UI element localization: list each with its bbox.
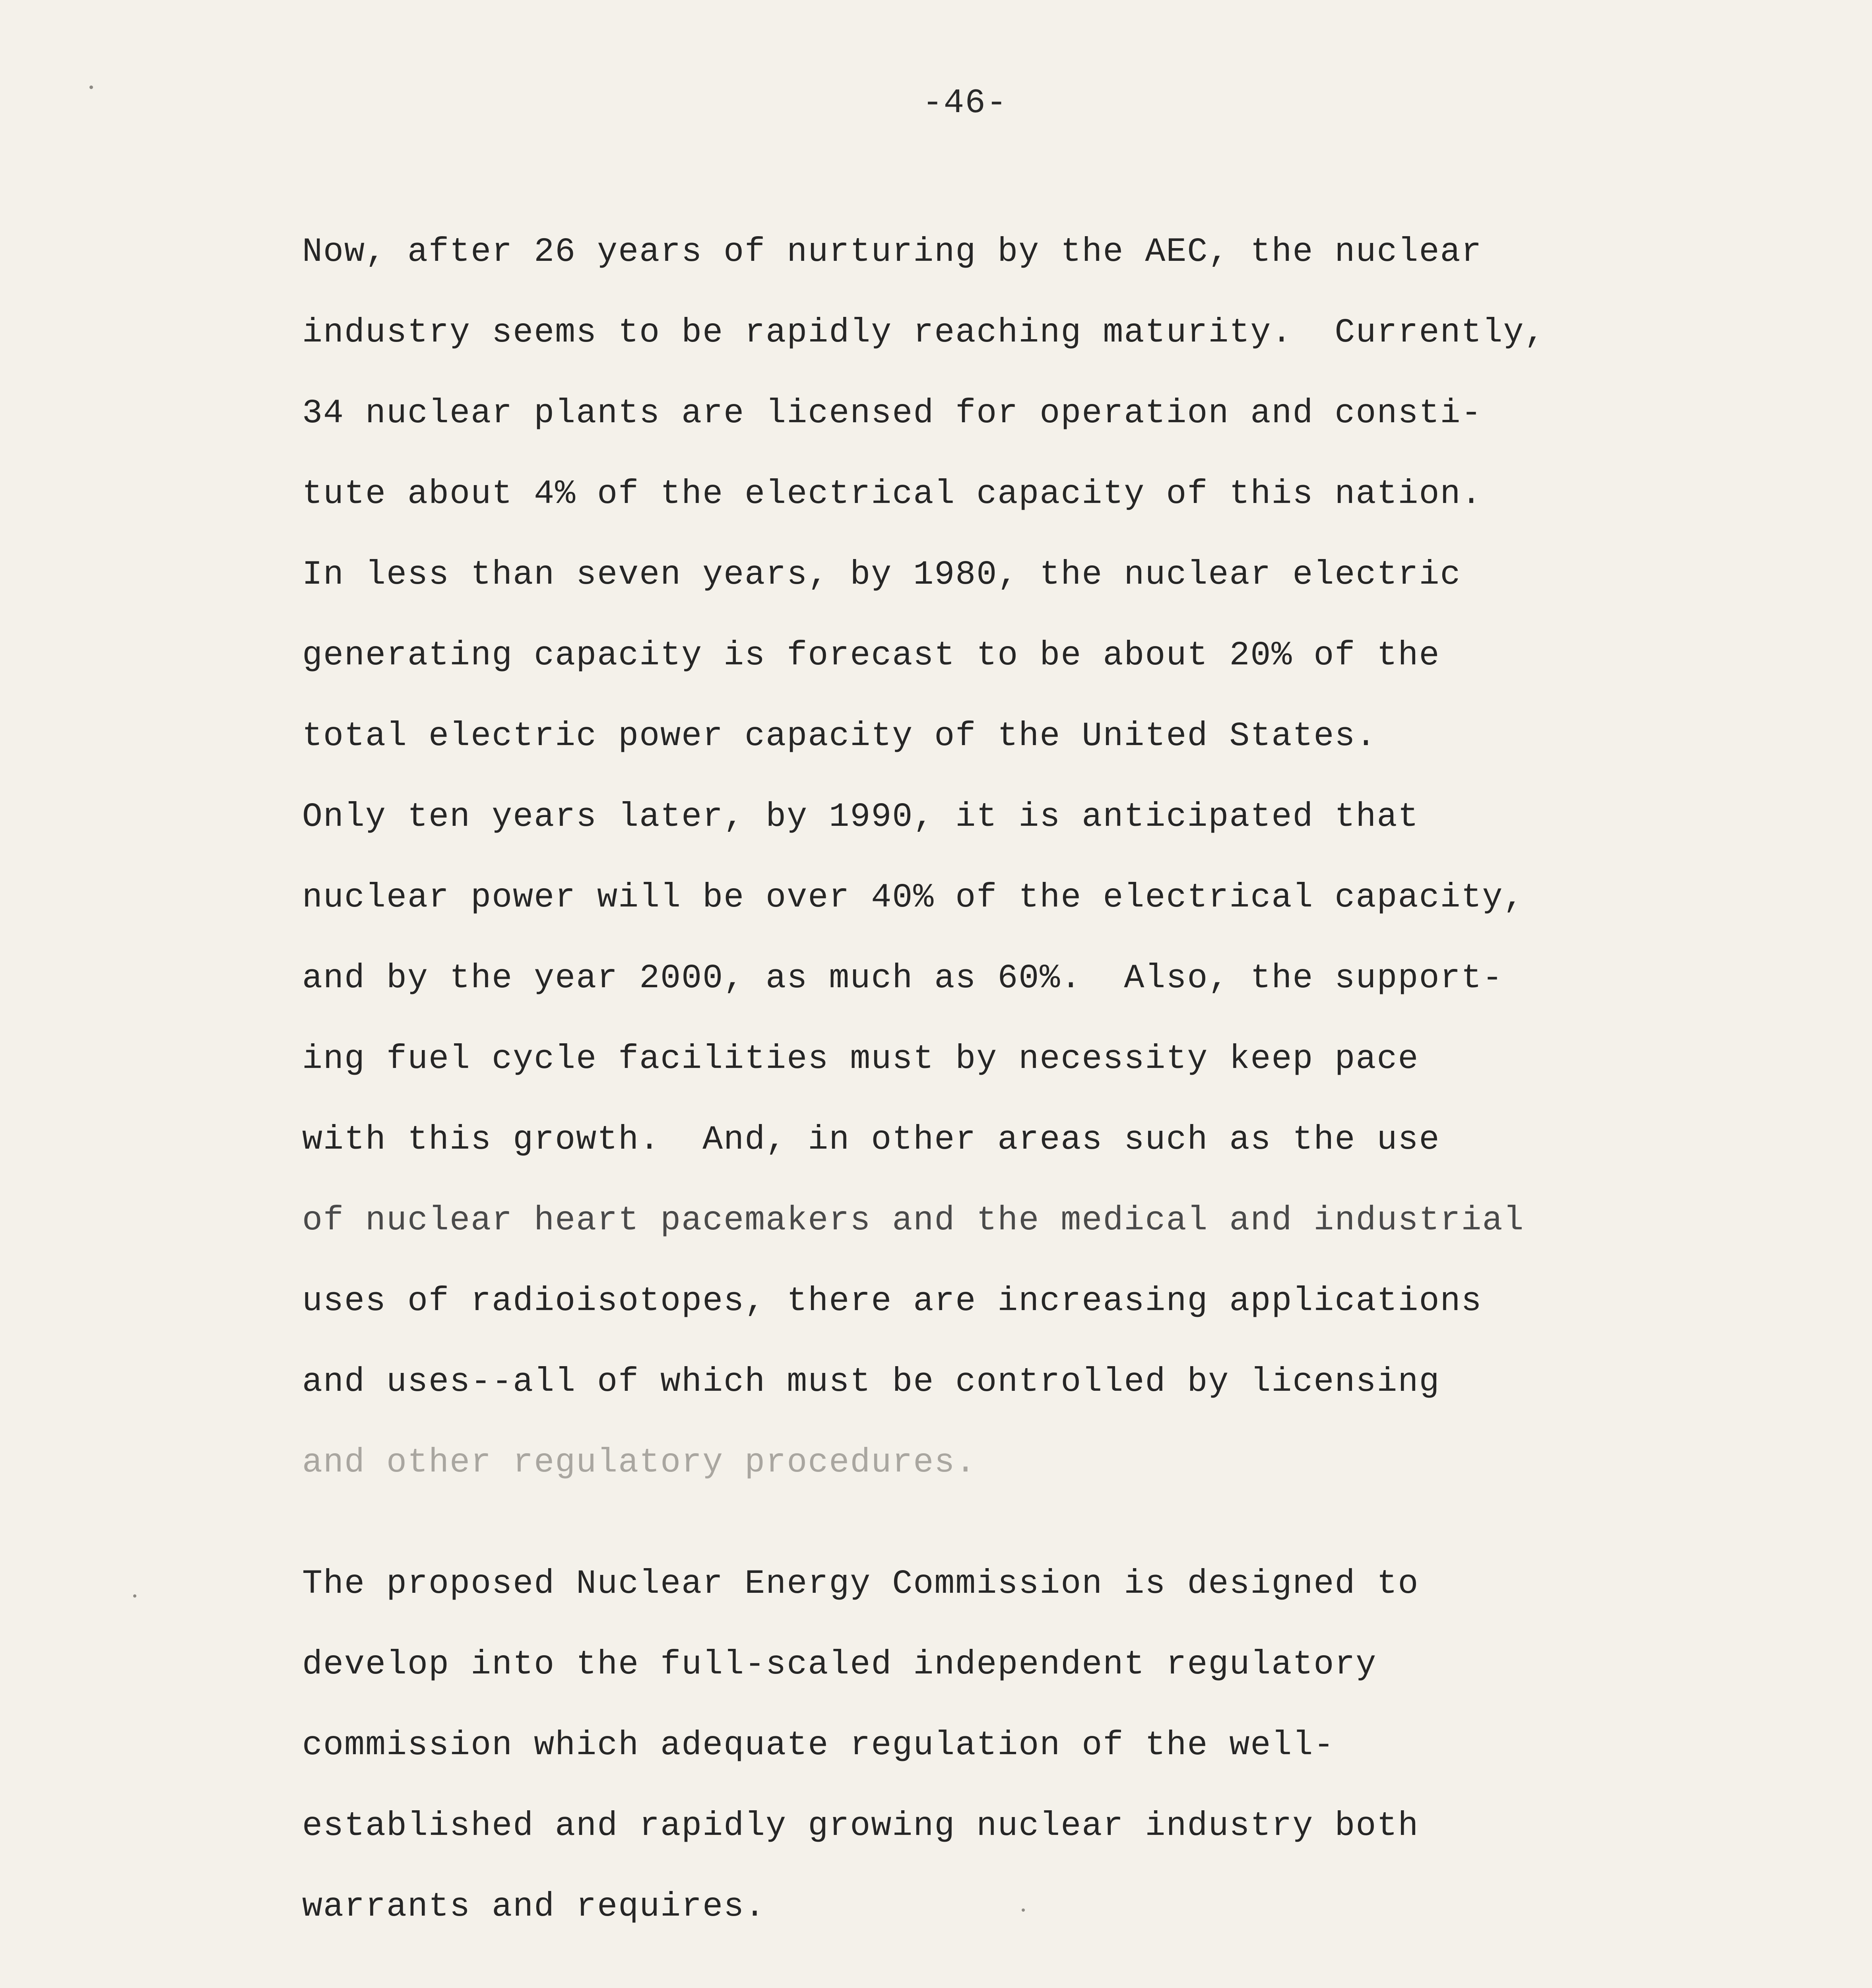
paragraph-1-line: In less than seven years, by 1980, the nuclear electric [302,555,1461,594]
paragraph-1-line: 34 nuclear plants are licensed for operation and consti- [302,394,1482,433]
paragraph-2-line: The proposed Nuclear Energy Commission is designed to [302,1565,1419,1603]
paragraph-1-line: ing fuel cycle facilities must by necessity keep pace [302,1040,1419,1078]
paragraph-1-line: Only ten years later, by 1990, it is anticipated that [302,798,1419,836]
paragraph-2-line: established and rapidly growing nuclear industry both [302,1807,1419,1845]
paragraph-1-line: uses of radioisotopes, there are increasing applications [302,1282,1482,1320]
paragraph-1-line: total electric power capacity of the United States. [302,717,1377,755]
paper-speck [1022,1908,1025,1912]
paragraph-2-line: warrants and requires. [302,1887,766,1926]
paragraph-2-line: commission which adequate regulation of the well- [302,1726,1335,1765]
paragraph-1-line: Now, after 26 years of nurturing by the AEC, the nuclear [302,233,1482,271]
paragraph-1-line: with this growth. And, in other areas such as the use [302,1120,1440,1159]
paragraph-1-line: and by the year 2000, as much as 60%. Also, the support- [302,959,1503,998]
paragraph-1-line: nuclear power will be over 40% of the electrical capacity, [302,878,1525,917]
paragraph-1-line: tute about 4% of the electrical capacity of this nation. [302,475,1482,513]
paragraph-1-line: and other regulatory procedures. [302,1443,977,1482]
paragraph-1-line: of nuclear heart pacemakers and the medical and industrial [302,1201,1525,1240]
paper-speck [133,1594,136,1598]
paragraph-1-line: industry seems to be rapidly reaching maturity. Currently, [302,313,1546,352]
paper-speck [89,85,93,89]
page-number: -46- [922,83,1008,122]
paragraph-1-line: generating capacity is forecast to be about 20% of the [302,636,1440,675]
paragraph-2-line: develop into the full-scaled independent regulatory [302,1645,1377,1684]
paragraph-1-line: and uses--all of which must be controlled by licensing [302,1363,1440,1401]
